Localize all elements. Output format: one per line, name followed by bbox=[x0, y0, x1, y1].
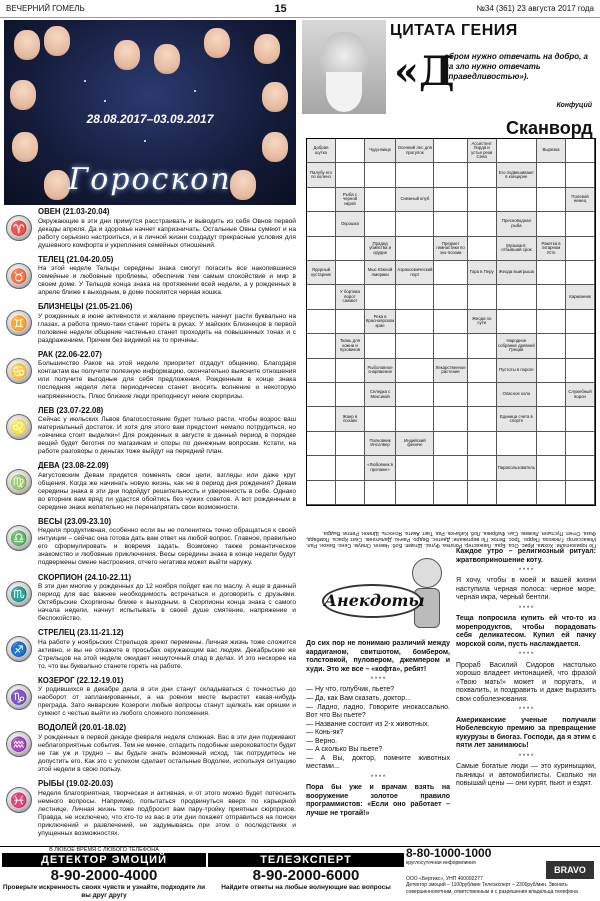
sign-text: Неделя продуктивная, особенно если вы не поленитесь точно обращаться к своей интуиции – сейчас она готова дать вам ответ на любой вопрос. Главное, правильно его сформулировать и вовремя задать. Возможно также романтическое знакомство и любовные приключения. Весы середины знака в конце недели будут подвержены смене настроения, отчего негатива может выйти наружу. bbox=[38, 527, 296, 567]
answer-cell[interactable] bbox=[566, 163, 595, 187]
ad2-phone[interactable]: 8-90-2000-6000 bbox=[252, 867, 360, 884]
ad3-line: круглосуточная информлиния bbox=[406, 860, 476, 866]
answer-cell[interactable] bbox=[537, 359, 566, 383]
answer-cell[interactable] bbox=[336, 139, 365, 163]
joke: До сих пор не понимаю различий между кардиганом, свитшотом, бомбером, толстовкой, пуловером, джемпером и худи. Это же все – «кофта», ребят! bbox=[306, 640, 450, 673]
zodiac-icon: ♑ bbox=[6, 684, 32, 710]
answer-cell[interactable] bbox=[336, 310, 365, 334]
jokes-separator: * * * * bbox=[370, 677, 386, 684]
answer-cell[interactable] bbox=[365, 407, 396, 431]
answer-cell[interactable] bbox=[307, 334, 336, 358]
answer-cell[interactable] bbox=[307, 481, 336, 505]
clue-cell: Река в Красноярском крае bbox=[365, 310, 396, 334]
answer-cell[interactable] bbox=[537, 261, 566, 285]
answer-cell[interactable] bbox=[537, 163, 566, 187]
answer-cell[interactable] bbox=[434, 334, 467, 358]
cartoon-head-icon bbox=[412, 558, 442, 588]
answer-cell[interactable] bbox=[537, 285, 566, 309]
ad1-phone[interactable]: 8-90-2000-4000 bbox=[50, 867, 158, 884]
answer-cell[interactable] bbox=[468, 285, 497, 309]
answer-cell[interactable] bbox=[566, 481, 595, 505]
clue-cell: Предмет гимнастики по эко-поэзии bbox=[434, 237, 467, 261]
horoscope-list bbox=[4, 207, 296, 843]
clue-cell: Снежный клуб bbox=[396, 188, 434, 212]
zodiac-icon: ♋ bbox=[6, 358, 32, 384]
clue-cell: Селедка с Мексикой bbox=[365, 383, 396, 407]
scanword-grid bbox=[306, 138, 596, 506]
page-number: 15 bbox=[274, 2, 287, 15]
answer-cell[interactable] bbox=[365, 188, 396, 212]
ads-strip bbox=[0, 846, 600, 900]
zodiac-icon: ♌ bbox=[6, 414, 32, 440]
quote-block bbox=[302, 20, 598, 115]
answer-cell[interactable] bbox=[396, 456, 434, 480]
zodiac-icon: ♓ bbox=[6, 787, 32, 813]
horoscope-sign bbox=[4, 723, 296, 774]
answer-cell[interactable] bbox=[307, 212, 336, 236]
zodiac-icon: ♍ bbox=[6, 469, 32, 495]
answer-cell[interactable] bbox=[396, 334, 434, 358]
clue-cell: Единица счета в спорте bbox=[497, 407, 537, 431]
sign-name: РЫБЫ (19.02-20.03) bbox=[38, 779, 114, 789]
horoscope-sign bbox=[4, 461, 296, 512]
answer-cell[interactable] bbox=[434, 212, 467, 236]
answer-cell[interactable] bbox=[434, 261, 467, 285]
zodiac-icon: ♎ bbox=[6, 525, 32, 551]
clue-cell: У бортика ворот сажают bbox=[336, 285, 365, 309]
answer-cell[interactable] bbox=[396, 481, 434, 505]
answer-cell[interactable] bbox=[537, 310, 566, 334]
answer-cell[interactable] bbox=[434, 383, 467, 407]
answer-cell[interactable] bbox=[336, 261, 365, 285]
answer-cell[interactable] bbox=[365, 285, 396, 309]
answer-cell[interactable] bbox=[336, 383, 365, 407]
jokes-left-column bbox=[306, 640, 450, 821]
joke: Каждое утро – религиозный ритуал: жратвоприношение коту. bbox=[456, 548, 596, 564]
answer-cell[interactable] bbox=[537, 407, 566, 431]
horoscope-sign bbox=[4, 779, 296, 838]
quote-author: Конфуций bbox=[556, 102, 592, 109]
answer-cell[interactable] bbox=[468, 334, 497, 358]
clue-cell: Его подвешивают в концерне bbox=[497, 163, 537, 187]
sign-text: На этой неделе Тельцы середины знака смогут погасить все накопившиеся семейные и любовные проблемы, обеспечив тем самым спокойствие и мир в своем доме. У Тельцов конца знака на протяжении всей недели, а у рожденных в апреле ближе к выходным, в доме поселится черная кошка. bbox=[38, 265, 296, 297]
ad-teleexpert[interactable] bbox=[208, 847, 404, 901]
jokes-title: Анекдоты bbox=[322, 584, 422, 618]
issue-info: №34 (361) 23 августа 2017 года bbox=[476, 4, 594, 13]
answer-cell[interactable] bbox=[434, 481, 467, 505]
answer-cell[interactable] bbox=[434, 285, 467, 309]
answer-cell[interactable] bbox=[537, 334, 566, 358]
answer-cell[interactable] bbox=[307, 359, 336, 383]
sign-name: ОВЕН (21.03-20.04) bbox=[38, 207, 110, 216]
quote-dropcap-letter: Д bbox=[419, 48, 455, 95]
clue-cell: Рыболовное снаряжение bbox=[365, 359, 396, 383]
answer-cell[interactable] bbox=[396, 212, 434, 236]
clue-cell: Карманник bbox=[566, 285, 595, 309]
answer-cell[interactable] bbox=[336, 359, 365, 383]
answer-cell[interactable] bbox=[396, 163, 434, 187]
clue-cell: Вырезка bbox=[537, 139, 566, 163]
sign-name: ЛЕВ (23.07-22.08) bbox=[38, 405, 104, 415]
joke: Я хочу, чтобы в моей и вашей жизни наступила черная полоса: черное море, черная икра, черный бентли. bbox=[456, 577, 596, 602]
answer-cell[interactable] bbox=[468, 481, 497, 505]
sign-name: РАК (22.06-22.07) bbox=[38, 349, 102, 359]
answer-cell[interactable] bbox=[497, 310, 537, 334]
clue-cell: Аэрокосмический порт bbox=[396, 261, 434, 285]
clue-cell: Ракетка в гитарном Усте bbox=[537, 237, 566, 261]
clue-cell: Окрошка bbox=[336, 212, 365, 236]
answer-cell[interactable] bbox=[307, 383, 336, 407]
zodiac-icon: ♈ bbox=[6, 215, 32, 241]
ad2-name: ТЕЛЕЭКСПЕРТ bbox=[208, 853, 404, 867]
answer-cell[interactable] bbox=[434, 163, 467, 187]
sign-name: ДЕВА (23.08-22.09) bbox=[38, 461, 109, 471]
answer-cell[interactable] bbox=[307, 456, 336, 480]
answer-cell[interactable] bbox=[537, 212, 566, 236]
horoscope-sign bbox=[4, 406, 296, 457]
answer-cell[interactable] bbox=[566, 139, 595, 163]
sign-name: БЛИЗНЕЦЫ (21.05-21.06) bbox=[38, 302, 133, 312]
sign-name: ВЕСЫ (23.09-23.10) bbox=[38, 516, 112, 526]
clue-cell: Ядерный кустарник bbox=[307, 261, 336, 285]
clue-cell: Гора в Перу bbox=[468, 261, 497, 285]
answer-cell[interactable] bbox=[497, 285, 537, 309]
ad3-company: ООО «Бертикс», УНП 400092277 bbox=[406, 876, 483, 883]
answer-cell[interactable] bbox=[434, 310, 467, 334]
jokes-separator: * * * * bbox=[518, 568, 534, 575]
jokes-illustration bbox=[302, 550, 450, 638]
answer-cell[interactable] bbox=[566, 407, 595, 431]
sign-text: В эти дни многие у рожденных до 12 ноября пойдет как по маслу. А еще в данный период для вас важнее необходимость встречаться и договорить с друзьями. Октябрьские Скорпионы ближе к выходным, в Скорпионы конца знака с самого начала недели, начнут испытывать в своей душе смятение, напряжение и беспокойство. bbox=[38, 583, 296, 623]
answer-cell[interactable] bbox=[468, 163, 497, 187]
clue-cell: Служебный ворон bbox=[566, 383, 595, 407]
answer-cell[interactable] bbox=[468, 456, 497, 480]
sign-text: У родившихся в декабре дела в эти дни станут складываться с точностью до наоборот от запланированных, а на ровном месте вырастет какая-нибудь преграда. Зато январские Козероги любые вопросы станут щелкать как орешки и сумеют с честью выйти из любого сложного положения. bbox=[38, 686, 296, 718]
clue-cell: Полковник Инсолвер bbox=[365, 432, 396, 456]
answer-cell[interactable] bbox=[566, 310, 595, 334]
ad3-details: Детектор эмоций – 1100руб/мин Телеэксперт – 2300руб/мин. Звонить совершеннолетним, ответственным и с разрешения владельца телефона bbox=[406, 882, 578, 895]
answer-cell[interactable] bbox=[396, 237, 434, 261]
jokes-right-column bbox=[456, 548, 596, 792]
clue-cell: Лекарственное растение bbox=[434, 359, 467, 383]
clue-cell: Прадед убийства и орудие bbox=[365, 237, 396, 261]
horoscope-sign bbox=[4, 517, 296, 568]
answer-cell[interactable] bbox=[307, 285, 336, 309]
bravo-logo: BRAVO bbox=[546, 861, 594, 879]
joke: — Ну что, голубчик, пьете? — Да, как Вам сказать, доктор... — Ладно, ладно. Говорите инокассально. Вот что Вы пьете? — Название состоит из 2-х животных. — Конь-як? — Верно. — А сколько Вы пьете? — А Вы, доктор, помните животных местами... bbox=[306, 686, 450, 771]
answer-cell[interactable] bbox=[468, 359, 497, 383]
answer-cell[interactable] bbox=[434, 456, 467, 480]
answer-cell[interactable] bbox=[537, 188, 566, 212]
joke: Прораб Василий Сидоров настолько хорошо владеет интонацией, что фразой «Твою мать!» может и поругать, и похвалить, и поздравить и даже выразить свои соболезнования. bbox=[456, 661, 596, 703]
ad-emotion-detector[interactable] bbox=[2, 847, 206, 901]
zodiac-icon: ♉ bbox=[6, 263, 32, 289]
sign-text: Окружающие в эти дни примутся расстраивать и выводить из себя Овнов первой декады апреля. Да и здоровье начнет капризничать. Остальные Овны сумеют и на работу серьезно настроиться, и в личной жизни создадут прекрасные условия для душевного комфорта и укрепления семейных отношений. bbox=[38, 217, 296, 249]
clue-cell: Ткань для хожни и пуховиков bbox=[336, 334, 365, 358]
ad1-sub: Проверьте искренность своих чувств и узнайте, подходите ли вы друг другу bbox=[2, 884, 206, 899]
quote-open-mark: « bbox=[394, 48, 419, 95]
answer-cell[interactable] bbox=[396, 407, 434, 431]
newspaper-name: ВЕЧЕРНИЙ ГОМЕЛЬ bbox=[6, 4, 85, 13]
sign-text: У рожденных в первой декаде февраля неделя сложная. Вас в эти дни подживают неблагоприятные события. Тем не менее, сгладить подобные шероховатости будет не так уж и трудно – вы будьте знать возможный исход, так потрудитесь не допустить его. Как это с успехом сделает остальные Водолеи, используя ситуацию этой недели в свою пользу. bbox=[38, 733, 296, 774]
ad2-sub: Найдите ответы на любые волнующие вас вопросы bbox=[221, 884, 391, 891]
clue-cell: Пресноводная рыба bbox=[497, 212, 537, 236]
clue-cell: Мыс Южной Америки bbox=[365, 261, 396, 285]
sign-name: ВОДОЛЕЙ (20.01-18.02) bbox=[38, 723, 127, 733]
answer-cell[interactable] bbox=[307, 188, 336, 212]
zodiac-icon: ♏ bbox=[6, 581, 32, 607]
clue-cell: Народное собрание древней Греции bbox=[497, 334, 537, 358]
sign-name: СТРЕЛЕЦ (23.11-21.12) bbox=[38, 628, 124, 638]
answer-cell[interactable] bbox=[537, 383, 566, 407]
zodiac-icon: ♊ bbox=[6, 310, 32, 336]
answer-cell[interactable] bbox=[396, 359, 434, 383]
clue-cell: Жанр в поэзии bbox=[336, 407, 365, 431]
answer-cell[interactable] bbox=[468, 237, 497, 261]
clue-cell: Музыкант, отбывший срок bbox=[497, 237, 537, 261]
clue-cell: Осенний лес для прогулок bbox=[396, 139, 434, 163]
answer-cell[interactable] bbox=[307, 407, 336, 431]
answer-cell[interactable] bbox=[396, 383, 434, 407]
clue-cell: Жеода по сути bbox=[468, 310, 497, 334]
answer-cell[interactable] bbox=[365, 212, 396, 236]
horoscope-sign bbox=[4, 350, 296, 401]
clue-cell: Добрая шутка bbox=[307, 139, 336, 163]
quote-title: ЦИТАТА ГЕНИЯ bbox=[390, 22, 518, 39]
answer-cell[interactable] bbox=[434, 139, 467, 163]
answer-cell[interactable] bbox=[497, 139, 537, 163]
clue-cell: Жеода выигрыша bbox=[497, 261, 537, 285]
answer-cell[interactable] bbox=[396, 310, 434, 334]
horoscope-sign bbox=[4, 302, 296, 345]
ad3-phone[interactable]: 8-80-1000-1000 bbox=[406, 846, 492, 860]
clue-cell: Индийский фениче bbox=[396, 432, 434, 456]
sign-name: КОЗЕРОГ (22.12-19.01) bbox=[38, 675, 124, 685]
answer-cell[interactable] bbox=[336, 432, 365, 456]
horoscope-dates: 28.08.2017–03.09.2017 bbox=[86, 112, 214, 126]
answer-cell[interactable] bbox=[307, 310, 336, 334]
jokes-separator: * * * * bbox=[518, 753, 534, 760]
answer-cell[interactable] bbox=[365, 334, 396, 358]
answer-cell[interactable] bbox=[336, 481, 365, 505]
clue-cell: Пустоты в пороге bbox=[497, 359, 537, 383]
horoscope-sign bbox=[4, 628, 296, 671]
sign-text: У рожденных в июне активности и желание преуспеть начнут расти буквально на глазах, а работа прямо-таки станет гореть в руках. У майских Близнецов в первой половине недели общение частенько станет проходить на повышенных тонах и с раздражением. Причем без видимой на то причины. bbox=[38, 312, 296, 344]
sign-text: Большинство Раков на этой неделе приоритет отдадут общению. Благодаря контактам вы получите полезную информацию, окончательно выясните отношения или получите выгодные для себя предложения. Рожденным в конце знака последняя неделя лета периодически станет вносить волнение и некоторую напряженность. Плюс близкие люди преподнесут некие сюрпризы. bbox=[38, 360, 296, 400]
jokes-separator: * * * * bbox=[518, 605, 534, 612]
answer-cell[interactable] bbox=[566, 334, 595, 358]
clue-cell: Парапользователь bbox=[497, 456, 537, 480]
answer-cell[interactable] bbox=[307, 432, 336, 456]
scanword-answers: По горизонтали: Хохма. Ирис. Оса. Ерш. Ланкастер. Рогатка. Фугас. Штамп. Боб. Чвеня. Опиум. Сено. Бекон. Рал. Инкассатор. Глюкоза. Перро. Трос. Веток. По вертикали: Дантес. Ведро. Ранчо. Дальтоник. Скат. Краса. Ломбард. Фаза. Отчет. Пустыня. Лезвие. Сан. Фабрика. Лоб. Кабачок. Рак. Такт. Акита. Ясность. Шпион. Рипли. Выдра. bbox=[306, 529, 596, 548]
answer-cell[interactable] bbox=[566, 456, 595, 480]
answer-cell[interactable] bbox=[336, 237, 365, 261]
sign-name: ТЕЛЕЦ (21.04-20.05) bbox=[38, 254, 114, 264]
joke: Пора бы уже и врачам взять на вооружение золотое правило программистов: «Если оно работает – лучше не трогай!» bbox=[306, 784, 450, 817]
answer-cell[interactable] bbox=[396, 285, 434, 309]
horoscope-sign bbox=[4, 255, 296, 298]
answer-cell[interactable] bbox=[566, 359, 595, 383]
answer-cell[interactable] bbox=[468, 383, 497, 407]
horoscope-sign bbox=[4, 676, 296, 719]
answer-cell[interactable] bbox=[537, 432, 566, 456]
answer-cell[interactable] bbox=[497, 481, 537, 505]
answer-cell[interactable] bbox=[468, 212, 497, 236]
clue-cell: Палубу его по колено bbox=[307, 163, 336, 187]
clue-cell: Рыба с черной икрой bbox=[336, 188, 365, 212]
confucius-photo bbox=[302, 20, 386, 114]
answer-cell[interactable] bbox=[497, 188, 537, 212]
scanword-title: Сканворд bbox=[506, 118, 593, 138]
zodiac-icon: ♐ bbox=[6, 636, 32, 662]
answer-cell[interactable] bbox=[566, 261, 595, 285]
sign-text: На работе у ноябрьских Стрельцов зреют перемены. Личная жизнь тоже сложится активно, и вы не откажете в просьбах окружающим вас людям. Декабрьские же Стрельцов на этой неделе ожидает нешуточный спад в делах. И это нескорее на то, что вы буквально станете гореть на работе. bbox=[38, 638, 296, 670]
joke: Самые богатые люди — это куриныщики, пьяницы и автомобилисты. Сколько ни повышай цены — они курят, пьют и ездят. bbox=[456, 763, 596, 788]
sign-text: Неделя благоприятная, творческая и активная, и от этого можно будет потеснить немного вопросы. Например, попытаться продвинуться вверх по карьерной лестнице. Личная жизнь тоже подбросит вам пару-тройку приятных сюрпризов. Правда, не исключено, что кто-то из вас в эти дни покажет отправиться на поиски приключений и развлечений, не задумываясь при этом о последствиях и упущенных возможностях. bbox=[38, 789, 296, 837]
answer-cell[interactable] bbox=[566, 432, 595, 456]
horoscope-sign bbox=[4, 207, 296, 250]
ad1-top: В ЛЮБОЕ ВРЕМЯ С ЛЮБОГО ТЕЛЕФОНА bbox=[49, 847, 159, 853]
ad-infoline[interactable] bbox=[406, 847, 598, 901]
ad1-name: ДЕТЕКТОР ЭМОЦИЙ bbox=[2, 853, 206, 867]
page-header bbox=[0, 0, 600, 18]
jokes-separator: * * * * bbox=[518, 707, 534, 714]
answer-cell[interactable] bbox=[365, 481, 396, 505]
answer-cell[interactable] bbox=[468, 188, 497, 212]
joke: Теща попросила купить ей что-то из морепродуктов, чтобы порадовать себя деликатесом. Купил ей пачку морской соли, пусть наслаждается. bbox=[456, 615, 596, 648]
jokes-separator: * * * * bbox=[370, 774, 386, 781]
answer-cell[interactable] bbox=[434, 407, 467, 431]
answer-cell[interactable] bbox=[336, 456, 365, 480]
clue-cell: Полевой немец bbox=[566, 188, 595, 212]
clue-cell: «Любовник в пропаже» bbox=[365, 456, 396, 480]
sign-text: Сейчас у июльских Львов благосостояние будет только расти, чтобы возрос ваш материальный достаток. И хотя для этого вам предстоит немало потрудиться, но «овчинка стоит выделки»! Для рожденных в августе в данный период в порядке вещей будет беготня по магазинам и споры по денежным вопросам. Кстати, на работе разговоры о деньгах тоже выйдут на передний план. bbox=[38, 416, 296, 456]
answer-cell[interactable] bbox=[434, 432, 467, 456]
horoscope-title: Гороскоп bbox=[68, 162, 232, 197]
quote-text: обром нужно отвечать на добро, а на зло нужно отвечать справедливостью»). bbox=[444, 52, 589, 81]
jokes-separator: * * * * bbox=[518, 652, 534, 659]
answer-cell[interactable] bbox=[336, 163, 365, 187]
answer-cell[interactable] bbox=[537, 456, 566, 480]
answer-cell[interactable] bbox=[468, 432, 497, 456]
clue-cell: Опасное коло bbox=[497, 383, 537, 407]
answer-cell[interactable] bbox=[566, 212, 595, 236]
sign-text: Августовским Девам придется поменять свои цели, взгляды или даже круг общения. Когда же начинать новую жизнь, как не в период дня рождения? Девам середины знака в эти дни подойдут решительность и уверенность в себе. Однако во вторник вам вряд ли удастся обойтись без чужих советов. А вот рожденным в середине знака желательно не перенапрягать свои возможности. bbox=[38, 471, 296, 511]
horoscope-banner bbox=[4, 20, 296, 205]
clue-cell: Чудо-вище bbox=[365, 139, 396, 163]
horoscope-sign bbox=[4, 573, 296, 624]
zodiac-icon: ♒ bbox=[6, 731, 32, 757]
answer-cell[interactable] bbox=[537, 481, 566, 505]
answer-cell[interactable] bbox=[497, 432, 537, 456]
sign-name: СКОРПИОН (24.10-22.11) bbox=[38, 572, 132, 582]
clue-cell: Ассистент Лорда и устье реки Сена bbox=[468, 139, 497, 163]
answer-cell[interactable] bbox=[365, 163, 396, 187]
answer-cell[interactable] bbox=[307, 237, 336, 261]
answer-cell[interactable] bbox=[468, 407, 497, 431]
answer-cell[interactable] bbox=[434, 188, 467, 212]
answer-cell[interactable] bbox=[566, 237, 595, 261]
joke: Американские ученые получили Нобелевскую премию за превращение кукурузы в биогаз. Господи, да я этим с пяти лет занимаюсь! bbox=[456, 716, 596, 750]
